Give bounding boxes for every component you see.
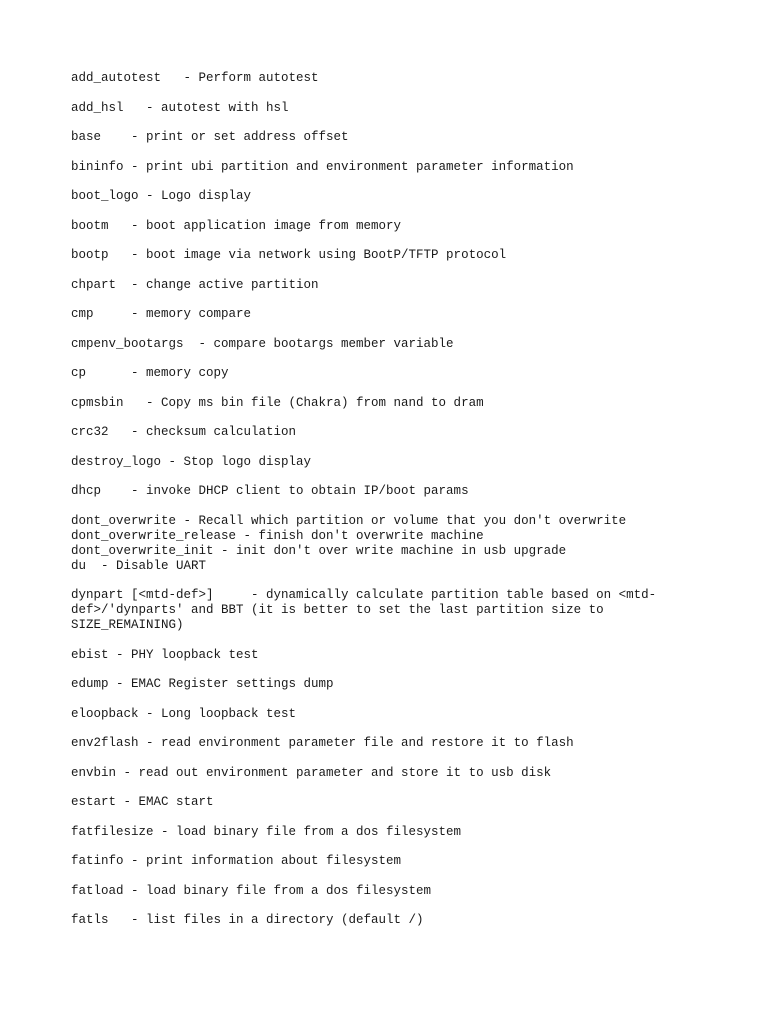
command-entry (71, 648, 711, 663)
command-text-line: envbin - read out environment parameter and store it to usb disk (71, 765, 552, 780)
command-text-line: destroy_logo - Stop logo display (71, 454, 312, 469)
command-entry (71, 854, 711, 869)
command-text-line: dynpart [<mtd-def>] - dynamically calculate partition table based on <mtd- (71, 588, 657, 602)
command-text-line: crc32 - checksum calculation (71, 425, 297, 439)
command-text-line: bootp - boot image via network using BootP/TFTP protocol (71, 248, 507, 262)
command-text-line: fatload - load binary file from a dos filesystem (71, 883, 432, 898)
command-entry (71, 514, 711, 574)
command-entry (71, 884, 711, 899)
command-text-line: SIZE_REMAINING) (71, 618, 184, 632)
command-entry (71, 307, 711, 322)
command-entry (71, 219, 711, 234)
command-text-line: def>/'dynparts' and BBT (it is better to set the last partition size to (71, 603, 604, 617)
command-entry (71, 71, 711, 86)
command-entry (71, 455, 711, 470)
command-text-line: cpmsbin - Copy ms bin file (Chakra) from nand to dram (71, 395, 484, 410)
command-entry (71, 337, 711, 352)
command-entry (71, 677, 711, 692)
command-entry (71, 366, 711, 381)
command-text-line: add_autotest - Perform autotest (71, 71, 319, 85)
command-text-line: bootm - boot application image from memory (71, 218, 402, 233)
command-entry (71, 396, 711, 411)
command-entry (71, 825, 711, 840)
command-text-line: fatls - list files in a directory (default /) (71, 913, 424, 927)
command-entry (71, 795, 711, 810)
command-text-line: boot_logo - Logo display (71, 189, 252, 203)
command-text-line: base - print or set address offset (71, 130, 349, 144)
command-text-line: du - Disable UART (71, 558, 207, 573)
command-entry (71, 248, 711, 263)
command-entry (71, 913, 711, 928)
command-text-line: dont_overwrite_init - init don't over write machine in usb upgrade (71, 543, 567, 558)
command-entry (71, 189, 711, 204)
command-text-line: bininfo - print ubi partition and environment parameter information (71, 159, 574, 174)
command-entry (71, 130, 711, 145)
command-text-line: ebist - PHY loopback test (71, 647, 259, 662)
command-entry (71, 766, 711, 781)
command-text-line: dhcp - invoke DHCP client to obtain IP/boot params (71, 484, 469, 498)
command-text-line: cp - memory copy (71, 366, 229, 380)
command-entry (71, 160, 711, 175)
command-text-line: fatinfo - print information about filesystem (71, 854, 402, 868)
command-text-line: eloopback - Long loopback test (71, 706, 297, 721)
document-page (71, 71, 711, 943)
command-text-line: add_hsl - autotest with hsl (71, 100, 289, 115)
command-text-line: dont_overwrite - Recall which partition or volume that you don't overwrite (71, 513, 627, 528)
command-entry (71, 707, 711, 722)
command-entry (71, 736, 711, 751)
command-text-line: dont_overwrite_release - finish don't overwrite machine (71, 528, 484, 543)
command-text-line: cmpenv_bootargs - compare bootargs member variable (71, 336, 454, 351)
command-text-line: edump - EMAC Register settings dump (71, 677, 334, 691)
command-text-line: chpart - change active partition (71, 277, 319, 292)
command-text-line: cmp - memory compare (71, 307, 252, 321)
command-text-line: estart - EMAC start (71, 795, 214, 809)
command-entry (71, 278, 711, 293)
command-text-line: fatfilesize - load binary file from a dos filesystem (71, 824, 462, 839)
command-entry (71, 484, 711, 499)
command-entry (71, 588, 711, 633)
command-entry (71, 425, 711, 440)
command-entry (71, 101, 711, 116)
command-text-line: env2flash - read environment parameter file and restore it to flash (71, 736, 574, 750)
